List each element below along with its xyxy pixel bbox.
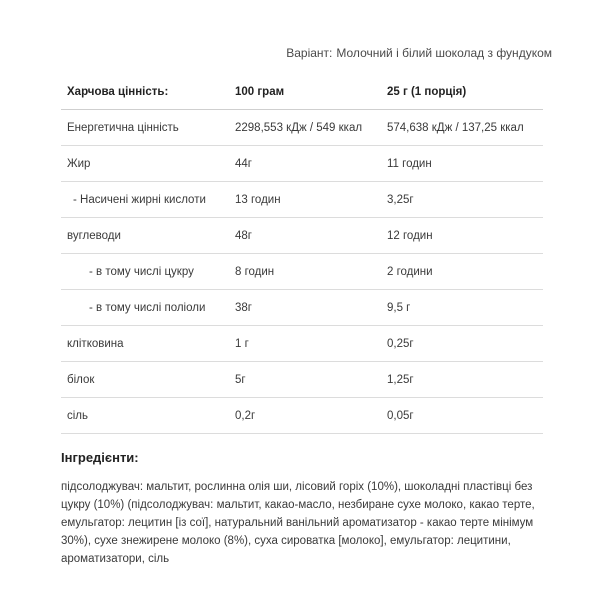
table-row xyxy=(61,182,543,218)
row-value-100g: 1 г xyxy=(229,326,381,362)
table-row xyxy=(61,146,543,182)
row-value-serving: 3,25г xyxy=(381,182,543,218)
row-label: білок xyxy=(61,362,229,398)
row-value-100g: 38г xyxy=(229,290,381,326)
row-value-100g: 5г xyxy=(229,362,381,398)
row-value-100g: 13 годин xyxy=(229,182,381,218)
variant-label: Варіант: xyxy=(286,46,333,60)
row-value-serving: 9,5 г xyxy=(381,290,543,326)
header-nutrition-value: Харчова цінність: xyxy=(61,74,229,110)
row-value-serving: 0,05г xyxy=(381,398,543,434)
row-label: вуглеводи xyxy=(61,218,229,254)
row-label: Енергетична цінність xyxy=(61,110,229,146)
row-label: сіль xyxy=(61,398,229,434)
ingredients-heading: Інгредієнти: xyxy=(61,450,139,465)
row-value-100g: 44г xyxy=(229,146,381,182)
row-label: - Насичені жирні кислоти xyxy=(61,182,229,218)
table-row xyxy=(61,290,543,326)
row-label: клітковина xyxy=(61,326,229,362)
row-value-serving: 0,25г xyxy=(381,326,543,362)
row-label: - в тому числі поліоли xyxy=(61,290,229,326)
row-value-100g: 0,2г xyxy=(229,398,381,434)
table-row xyxy=(61,362,543,398)
row-value-serving: 1,25г xyxy=(381,362,543,398)
table-row xyxy=(61,254,543,290)
header-per-serving: 25 г (1 порція) xyxy=(381,74,543,110)
ingredients-text: підсолоджувач: мальтит, рослинна олія ши, лісовий горіх (10%), шоколадні пластівці без цукру (10%) (підсолоджувач: мальтит, какао-масло, незбиране сухе молоко, какао терте, емульгатор: лецитин [із сої], натуральний ванільний ароматизатор - какао терте мінімум 30%), сухе знежирене молоко (8%), суха сироватка [молоко], емульгатор: лецитини, ароматизатори, сіль xyxy=(61,481,535,565)
row-value-100g: 2298,553 кДж / 549 ккал xyxy=(229,110,381,146)
row-value-serving: 11 годин xyxy=(381,146,543,182)
table-header-row xyxy=(61,74,543,110)
table-row xyxy=(61,218,543,254)
table-row xyxy=(61,326,543,362)
row-value-100g: 48г xyxy=(229,218,381,254)
row-value-serving: 12 годин xyxy=(381,218,543,254)
header-per-100g: 100 грам xyxy=(229,74,381,110)
variant-value: Молочний і білий шоколад з фундуком xyxy=(336,46,552,60)
table-row xyxy=(61,398,543,434)
variant-line xyxy=(286,46,552,60)
row-label: - в тому числі цукру xyxy=(61,254,229,290)
row-value-serving: 574,638 кДж / 137,25 ккал xyxy=(381,110,543,146)
nutrition-table xyxy=(61,74,543,434)
row-label: Жир xyxy=(61,146,229,182)
row-value-100g: 8 годин xyxy=(229,254,381,290)
row-value-serving: 2 години xyxy=(381,254,543,290)
table-row xyxy=(61,110,543,146)
